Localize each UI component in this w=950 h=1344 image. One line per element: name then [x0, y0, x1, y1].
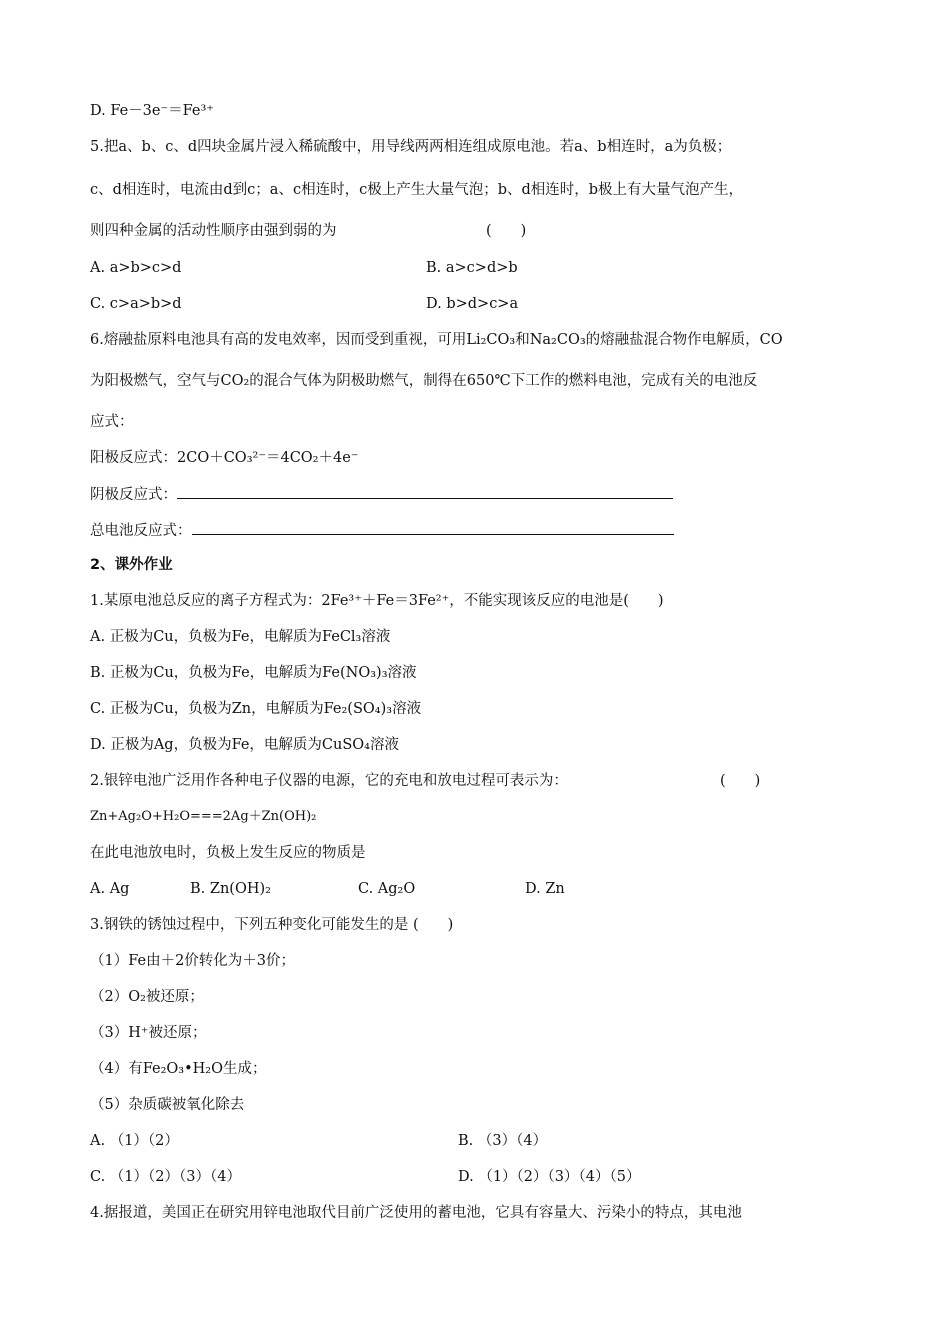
hw4-stem: 4.据报道，美国正在研究用锌电池取代目前广泛使用的蓄电池，它具有容量大、污染小的特点，其电池: [90, 1205, 742, 1221]
hw1-option-d: D. 正极为Ag，负极为Fe，电解质为CuSO₄溶液: [90, 737, 399, 753]
section-2-title: 2、课外作业: [90, 557, 173, 573]
q5-stem-line1: 5.把a、b、c、d四块金属片浸入稀硫酸中，用导线两两相连组成原电池。若a、b相连时，a为负极；: [90, 139, 732, 155]
q4-option-d: D. Fe－3e⁻＝Fe³⁺: [90, 103, 214, 119]
q6-anode-equation: 阳极反应式：2CO＋CO₃²⁻＝4CO₂＋4e⁻: [90, 450, 359, 466]
hw2-answer-paren: ( ): [720, 773, 761, 789]
hw2-stem: 2.银锌电池广泛用作各种电子仪器的电源，它的充电和放电过程可表示为：: [90, 773, 568, 789]
q6-cathode-label: 阴极反应式：: [90, 487, 177, 503]
q5-answer-paren: ( ): [486, 223, 527, 239]
hw3-options-row2: [90, 1167, 790, 1187]
hw3-stem: 3.钢铁的锈蚀过程中，下列五种变化可能发生的是 ( ): [90, 917, 454, 933]
q6-cathode-row: [90, 484, 673, 505]
q5-option-c: C. c>a>b>d: [90, 296, 182, 312]
q5-stem-line3: [90, 221, 527, 241]
hw3-item-5: （5）杂质碳被氧化除去: [90, 1097, 245, 1113]
hw3-item-1: （1）Fe由＋2价转化为＋3价；: [90, 953, 296, 969]
hw2-stem-row: [90, 771, 790, 791]
hw3-item-4: （4）有Fe₂O₃•H₂O生成；: [90, 1061, 267, 1077]
q5-option-a: A. a>b>c>d: [90, 260, 182, 276]
q6-stem-line1: 6.熔融盐原料电池具有高的发电效率，因而受到重视，可用Li₂CO₃和Na₂CO₃的熔融盐混合物作电解质，CO: [90, 332, 783, 348]
q5-stem-line2: c、d相连时，电流由d到c；a、c相连时，c极上产生大量气泡；b、d相连时，b极上有大量气泡产生，: [90, 182, 744, 198]
q5-stem-text: 则四种金属的活动性顺序由强到弱的为: [90, 223, 337, 239]
hw1-stem: 1.某原电池总反应的离子方程式为：2Fe³⁺＋Fe＝3Fe²⁺，不能实现该反应的电池是( ): [90, 593, 664, 609]
hw2-option-b: B. Zn(OH)₂: [190, 881, 271, 897]
q5-options-row1: [90, 258, 790, 278]
hw1-option-b: B. 正极为Cu，负极为Fe，电解质为Fe(NO₃)₃溶液: [90, 665, 417, 681]
q6-total-row: [90, 520, 674, 541]
q5-option-d: D. b>d>c>a: [426, 296, 519, 312]
q6-stem-line3: 应式：: [90, 414, 134, 430]
hw2-options-row: [90, 879, 690, 899]
q5-option-b: B. a>c>d>b: [426, 260, 518, 276]
q6-total-label: 总电池反应式：: [90, 523, 192, 539]
hw1-option-c: C. 正极为Cu，负极为Zn，电解质为Fe₂(SO₄)₃溶液: [90, 701, 422, 717]
hw3-item-2: （2）O₂被还原；: [90, 989, 204, 1005]
hw1-option-a: A. 正极为Cu，负极为Fe，电解质为FeCl₃溶液: [90, 629, 391, 645]
hw2-option-c: C. Ag₂O: [358, 881, 416, 897]
hw3-option-d: D. （1）（2）（3）（4）（5）: [458, 1169, 641, 1185]
hw2-equation: Zn+Ag₂O+H₂O===2Ag＋Zn(OH)₂: [90, 809, 317, 824]
hw3-item-3: （3）H⁺被还原；: [90, 1025, 207, 1041]
hw2-question: 在此电池放电时，负极上发生反应的物质是: [90, 845, 366, 861]
hw2-option-d: D. Zn: [525, 881, 565, 897]
hw3-option-b: B. （3）（4）: [458, 1133, 548, 1149]
hw3-option-a: A. （1）（2）: [90, 1133, 179, 1149]
q6-cathode-blank[interactable]: [177, 484, 673, 499]
hw2-option-a: A. Ag: [90, 881, 130, 897]
hw3-options-row1: [90, 1131, 790, 1151]
q5-options-row2: [90, 294, 790, 314]
q6-stem-line2: 为阳极燃气，空气与CO₂的混合气体为阴极助燃气，制得在650℃下工作的燃料电池，完成有关的电池反: [90, 373, 758, 389]
hw3-option-c: C. （1）（2）（3）（4）: [90, 1169, 241, 1185]
q6-total-blank[interactable]: [192, 520, 674, 535]
